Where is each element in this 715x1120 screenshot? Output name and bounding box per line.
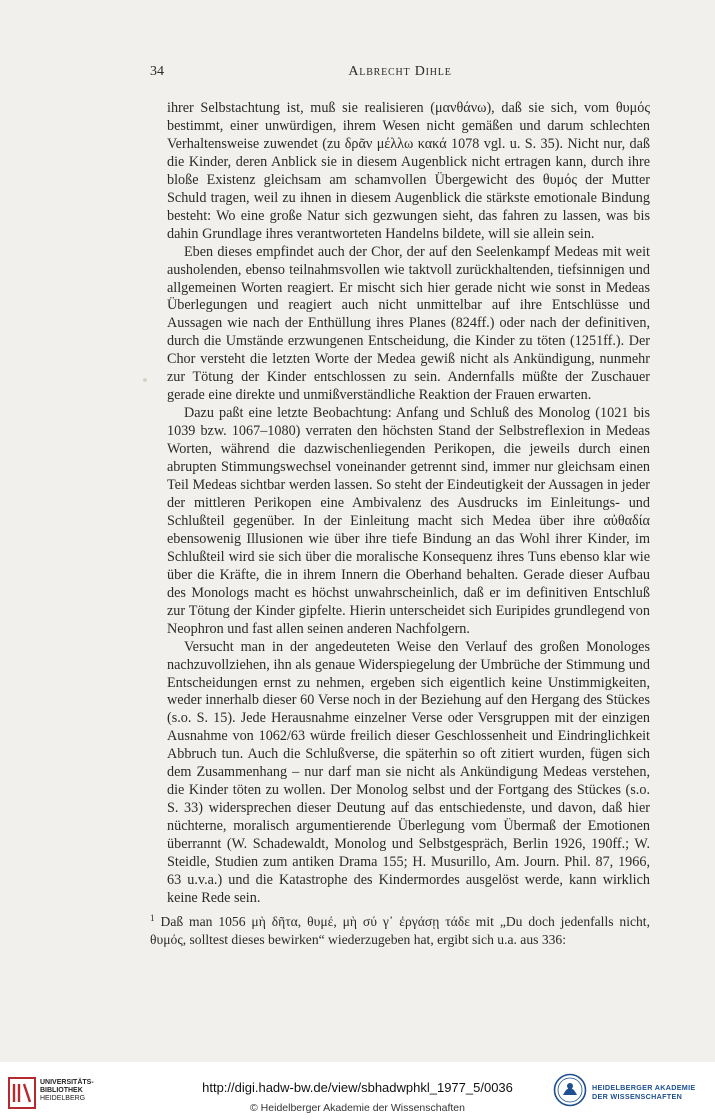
running-head: Albrecht Dihle	[348, 64, 452, 79]
library-name-line: HEIDELBERG	[40, 1095, 86, 1102]
footnote-marker: 1	[150, 913, 155, 923]
viewer-footer	[0, 1062, 715, 1120]
library-name-line: BIBLIOTHEK	[40, 1087, 83, 1094]
paragraph: ihrer Selbstachtung ist, muß sie realisieren (μανθάνω), daß sie sich, vom θυμός bestimmt, einer unwürdigen, ihrem Wesen nicht gemäßen und darum schlechten Verhaltensweise zuwendet (zu δρᾶν μέλλω κακά 1078 vgl. u. S. 35). Nicht nur, daß die Kinder, deren Anblick sie in diesem Augenblick nicht ertragen kann, durch ihre bloße Existenz gleichsam am schamvollen Übergewicht des θυμός der Mutter Schuld tragen, weil zu ihnen in diesem Augenblick die stärkste emotionale Bindung besteht: Wo eine große Natur sich gezwungen sieht, das fahren zu lassen, was bis dahin Grundlage ihres verantworteten Handelns bildete, will sie allein sein.	[167, 100, 650, 242]
academy-name-line: DER WISSENSCHAFTEN	[592, 1092, 683, 1101]
body-text	[167, 100, 650, 908]
academy-name	[592, 1083, 695, 1101]
paper-spot	[143, 378, 147, 382]
library-name-line: UNIVERSITÄTS-	[40, 1079, 94, 1086]
paragraph: Versucht man in der angedeuteten Weise den Verlauf des großen Monologes nachzuvollziehen, ihn als genaue Widerspiegelung der Umbrüche der Stimmung und Entscheidungen ernst zu nehmen, ergeben sich eigentlich keine Unstimmigkeiten, weder innerhalb dieser 60 Verse noch in der Beziehung auf den Hergang des Stückes (s.o. S. 15). Jede Herausnahme einzelner Verse oder Versgruppen mit der einzigen Ausnahme von 1062/63 würde freilich dieser Geschlossenheit und Eindringlichkeit Abbruch tun. Auch die Schlußverse, die späterhin so oft zitiert wurden, fügen sich dem Zusammenhang – nur darf man sie nicht als Ankündigung Medeas verstehen, die Kinder töten zu wollen. Der Monolog selbst und der Fortgang des Stückes (s.o. S. 33) widersprechen dieser Deutung auf das entschiedenste, und davon, daß hier nüchterne, moralisch argumentierende Überlegung vom Übermaß der Emotionen überrannt (W. Schadewaldt, Monolog und Selbstgespräch, Berlin 1926, 190ff.; W. Steidle, Studien zum antiken Drama 155; H. Musurillo, Am. Journ. Phil. 87, 1966, 63 u.v.a.) und die Katastrophe des Kindermordes ausgelöst werde, kann wirklich keine Rede sein.	[167, 638, 650, 906]
permalink-url[interactable]: http://digi.hadw-bw.de/view/sbhadwphkl_1977_5/0036	[202, 1080, 513, 1095]
paragraph: Eben dieses empfindet auch der Chor, der auf den Seelenkampf Medeas mit weit ausholenden, ebenso teilnahmsvollen wie taktvoll zurückhaltenden, tiefsinnigen und allgemeinen Worten reagiert. Er mischt sich hier gerade nicht wie sonst in Medeas Überlegungen und reagiert auch nicht unmittelbar auf ihre Entschlüsse und Aussagen wie nach der Enthüllung ihres Planes (824ff.) oder nach der definitiven, durch die Umstände erzwungenen Entscheidung, die Kinder zu töten (1251ff.). Der Chor versteht die letzten Worte der Medea gewiß nicht als Ankündigung, nunmehr zur Tötung der Kinder entschlossen zu sein. Andernfalls müßte der Zuschauer gerade eine direkte und unmißverständliche Reaktion der Frauen erwarten.	[167, 243, 650, 404]
paragraph: Dazu paßt eine letzte Beobachtung: Anfang und Schluß des Monolog (1021 bis 1039 bzw. 1067–1080) verraten den höchsten Stand der Selbstreflexion in Medeas Worten, während die dazwischenliegenden Perikopen, die jeweils durch einen abrupten Stimmungswechsel voneinander getrennt sind, immer nur gleichsam einen Teil Medeas sichtbar werden lassen. So steht der Eindeutigkeit der Aussagen in jeder der mittleren Perikopen eine Ambivalenz des Ausdrucks im Einleitungs- und Schlußteil gegenüber. In der Einleitung macht sich Medea über ihre αὐθαδία ebensowenig Illusionen wie über ihre tiefe Bindung an das Wohl ihrer Kinder, im Schlußteil wird sie sich über die moralische Konsequenz ihres Tuns ebenso klar wie über die Kräfte, die in ihrem Innern die Oberhand behalten. Gerade dieser Aufbau des Monologs macht es höchst unwahrscheinlich, daß er im definitiven Entschluß zur Tötung der Kinder gipfelte. Hierin unterscheidet sich Euripides grundlegend von Neophron und fast allen seinen anderen Nachfolgern.	[167, 405, 650, 637]
footnote	[150, 910, 650, 948]
copyright-notice: © Heidelberger Akademie der Wissenschaften	[250, 1102, 465, 1114]
academy-name-line: HEIDELBERGER AKADEMIE	[592, 1083, 696, 1092]
page-header	[150, 64, 650, 86]
footnote-text: Daß man 1056 μὴ δῆτα, θυμέ, μὴ σύ γ᾽ ἐργάσῃ τάδε mit „Du doch jedenfalls nicht, θυμός, solltest dieses bewirken“ wiederzugeben hat, ergibt sich u.a. aus 336:	[150, 914, 650, 947]
page-number: 34	[150, 64, 164, 79]
academy-seal-icon	[553, 1073, 587, 1107]
